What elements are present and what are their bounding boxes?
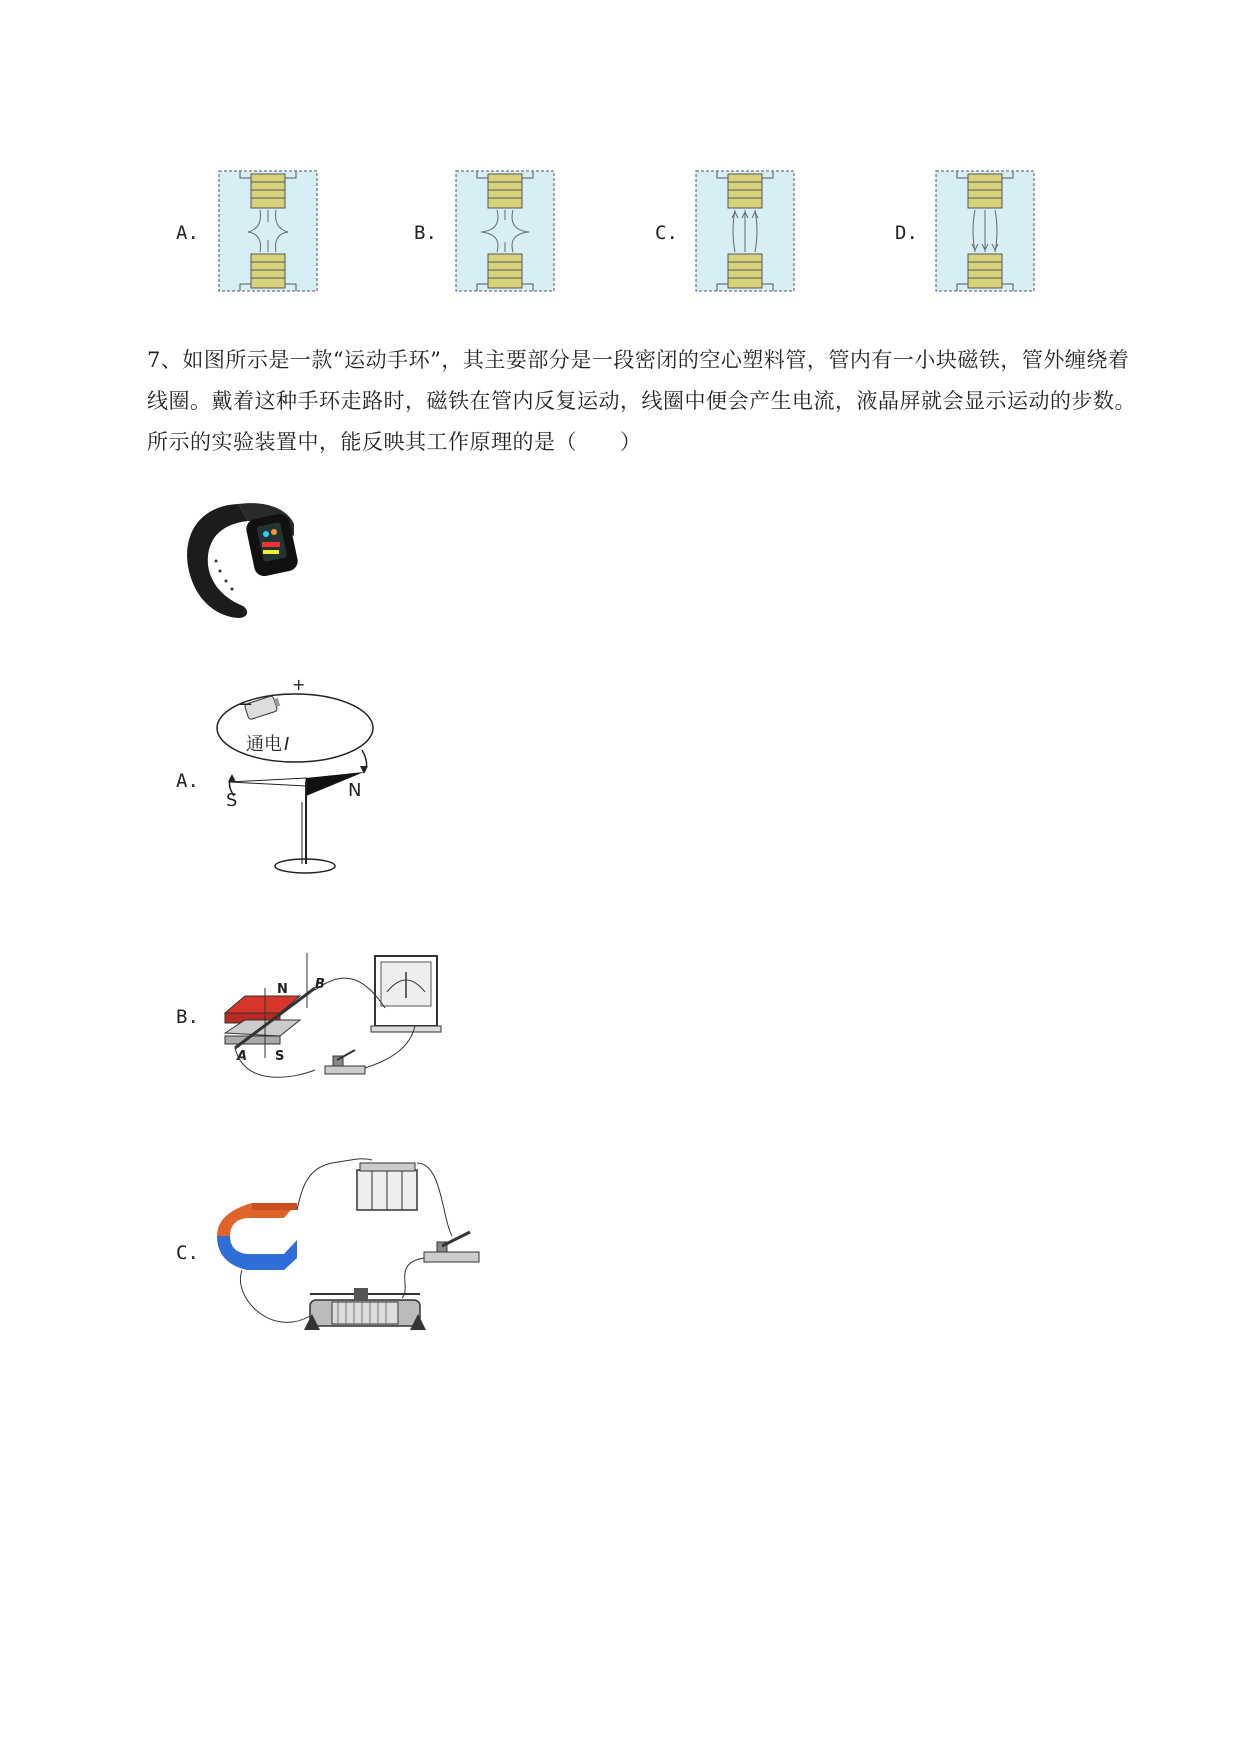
minus-sign: −: [238, 694, 254, 715]
answer-b-figure: [215, 948, 450, 1090]
answer-b-label: B.: [176, 1006, 199, 1028]
south-label-b: S: [275, 1049, 285, 1064]
option-a-label: A.: [176, 222, 199, 244]
option-d-label: D.: [895, 222, 918, 244]
fitness-band-image: [178, 496, 303, 626]
horseshoe-magnet: [217, 1203, 297, 1270]
south-label: S: [226, 790, 238, 811]
answer-c-label: C.: [176, 1242, 199, 1264]
north-label: N: [348, 780, 362, 801]
answer-a-figure: [210, 672, 380, 884]
answer-c-figure: [212, 1148, 487, 1348]
option-b-figure: [455, 170, 555, 292]
battery-pack: [357, 1163, 417, 1210]
option-a-figure: [218, 170, 318, 292]
current-symbol: I: [284, 734, 290, 755]
north-label-b: N: [277, 982, 288, 997]
answer-a-label: A.: [176, 770, 199, 792]
switch-c: [424, 1232, 479, 1262]
rheostat: [304, 1288, 426, 1330]
needle-south: [230, 778, 306, 786]
option-c-figure: [695, 170, 795, 292]
question-7-text: 7、如图所示是一款“运动手环”，其主要部分是一段密闭的空心塑料管，管内有一小块磁铁，管外缠绕着线圈。戴着这种手环走路时，磁铁在管内反复运动，线圈中便会产生电流，液晶屏就会显示运动的步数。所示的实验装置中，能反映其工作原理的是（ ）: [147, 348, 1136, 454]
galvanometer: [371, 956, 441, 1032]
switch: [325, 1050, 365, 1074]
plus-sign: +: [292, 675, 306, 694]
option-d-figure: [935, 170, 1035, 292]
point-a-label: A: [237, 1049, 248, 1064]
point-b-label: B: [315, 977, 325, 992]
option-c-label: C.: [655, 222, 678, 244]
option-b-label: B.: [414, 222, 437, 244]
magnet-north-pole: [225, 996, 300, 1013]
current-label: 通电: [246, 734, 282, 755]
